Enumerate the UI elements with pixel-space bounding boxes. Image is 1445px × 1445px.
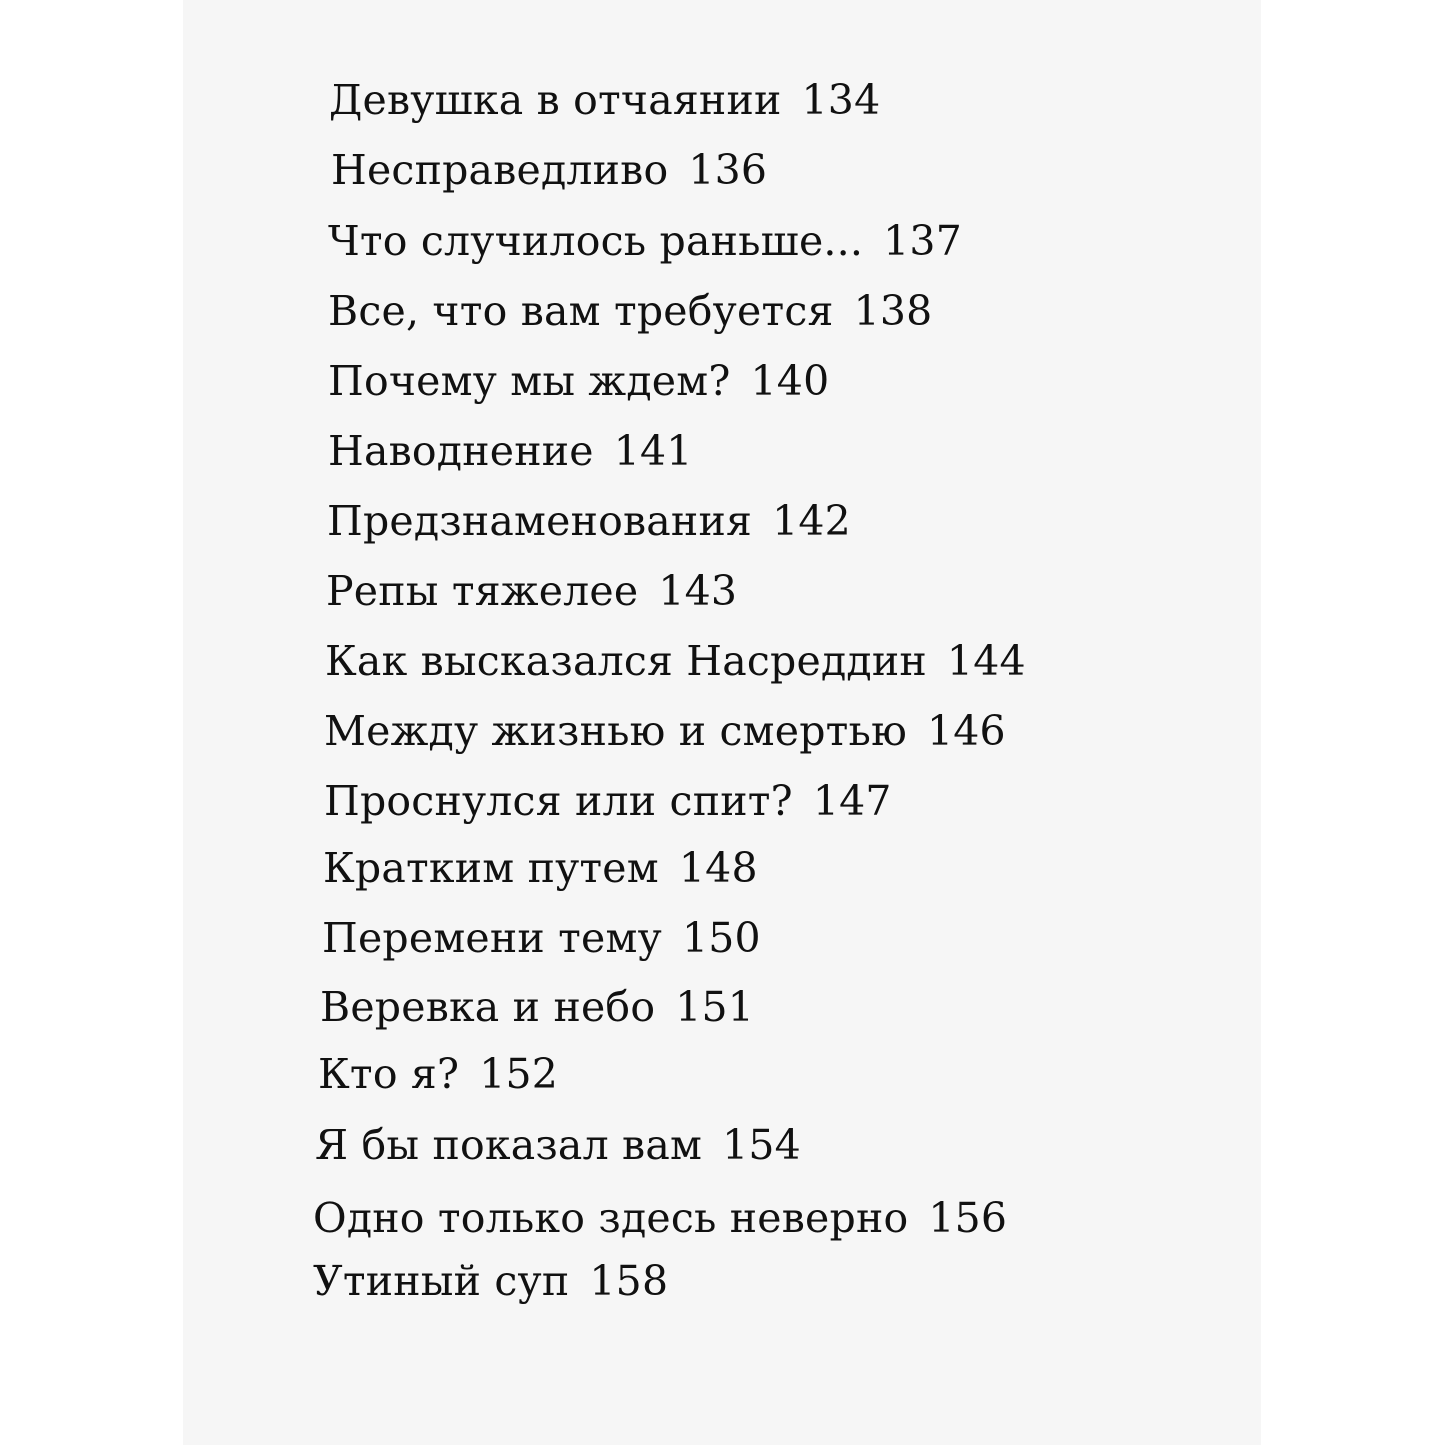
toc-entry xyxy=(327,497,851,545)
toc-entry-title: Веревка и небо xyxy=(320,983,656,1031)
toc-entry-page: 134 xyxy=(801,76,881,124)
toc-entry xyxy=(322,914,761,962)
toc-entry xyxy=(320,983,754,1031)
toc-entry xyxy=(324,707,1006,755)
toc-entry-title: Перемени тему xyxy=(322,914,662,962)
toc-entry xyxy=(315,1121,801,1169)
toc-entry-page: 141 xyxy=(613,427,693,475)
toc-entry-title: Как высказался Насреддин xyxy=(325,637,927,685)
toc-entry-title: Кто я? xyxy=(318,1050,460,1098)
toc-entry-page: 148 xyxy=(678,844,758,892)
toc-entry-title: Предзнаменования xyxy=(327,497,753,545)
toc-entry-page: 146 xyxy=(926,707,1006,755)
toc-entry xyxy=(324,777,892,825)
toc-entry-page: 143 xyxy=(658,567,738,615)
toc-entry-page: 147 xyxy=(812,777,892,825)
toc-entry xyxy=(328,217,962,265)
toc-entry-title: Что случилось раньше... xyxy=(328,217,864,265)
toc-entry-title: Девушка в отчаянии xyxy=(329,76,782,124)
toc-entry-title: Я бы показал вам xyxy=(315,1121,703,1169)
toc-entry-page: 140 xyxy=(750,357,830,405)
book-page xyxy=(183,0,1261,1445)
toc-entry-page: 156 xyxy=(928,1194,1008,1242)
toc-entry-title: Проснулся или спит? xyxy=(324,777,793,825)
toc-entry xyxy=(313,1194,1007,1242)
toc-entry-title: Одно только здесь неверно xyxy=(313,1194,909,1242)
table-of-contents xyxy=(183,0,1261,1445)
toc-entry xyxy=(313,1257,668,1305)
toc-entry-title: Несправедливо xyxy=(331,146,669,194)
toc-entry xyxy=(331,146,767,194)
toc-entry xyxy=(328,287,932,335)
toc-entry xyxy=(328,357,829,405)
toc-entry-title: Репы тяжелее xyxy=(326,567,639,615)
toc-entry-page: 144 xyxy=(946,637,1026,685)
toc-entry xyxy=(325,637,1026,685)
toc-entry xyxy=(318,1050,558,1098)
toc-entry-page: 142 xyxy=(772,497,851,545)
toc-entry-page: 150 xyxy=(681,914,761,962)
toc-entry-title: Кратким путем xyxy=(323,844,659,892)
toc-entry xyxy=(323,844,758,892)
toc-entry-title: Между жизнью и смертью xyxy=(324,707,907,755)
toc-entry-page: 152 xyxy=(479,1050,559,1098)
toc-entry-title: Почему мы ждем? xyxy=(328,357,731,405)
toc-entry-page: 158 xyxy=(589,1257,669,1305)
toc-entry xyxy=(326,567,737,615)
toc-entry-page: 138 xyxy=(853,287,933,335)
toc-entry-title: Наводнение xyxy=(328,427,594,475)
toc-entry-page: 136 xyxy=(688,146,768,194)
toc-entry-title: Утиный суп xyxy=(313,1257,570,1305)
toc-entry-title: Все, что вам требуется xyxy=(328,287,834,335)
toc-entry-page: 137 xyxy=(883,217,962,265)
toc-entry-page: 154 xyxy=(722,1121,801,1169)
toc-entry-page: 151 xyxy=(675,983,755,1031)
toc-entry xyxy=(328,427,693,475)
toc-entry xyxy=(329,76,880,124)
